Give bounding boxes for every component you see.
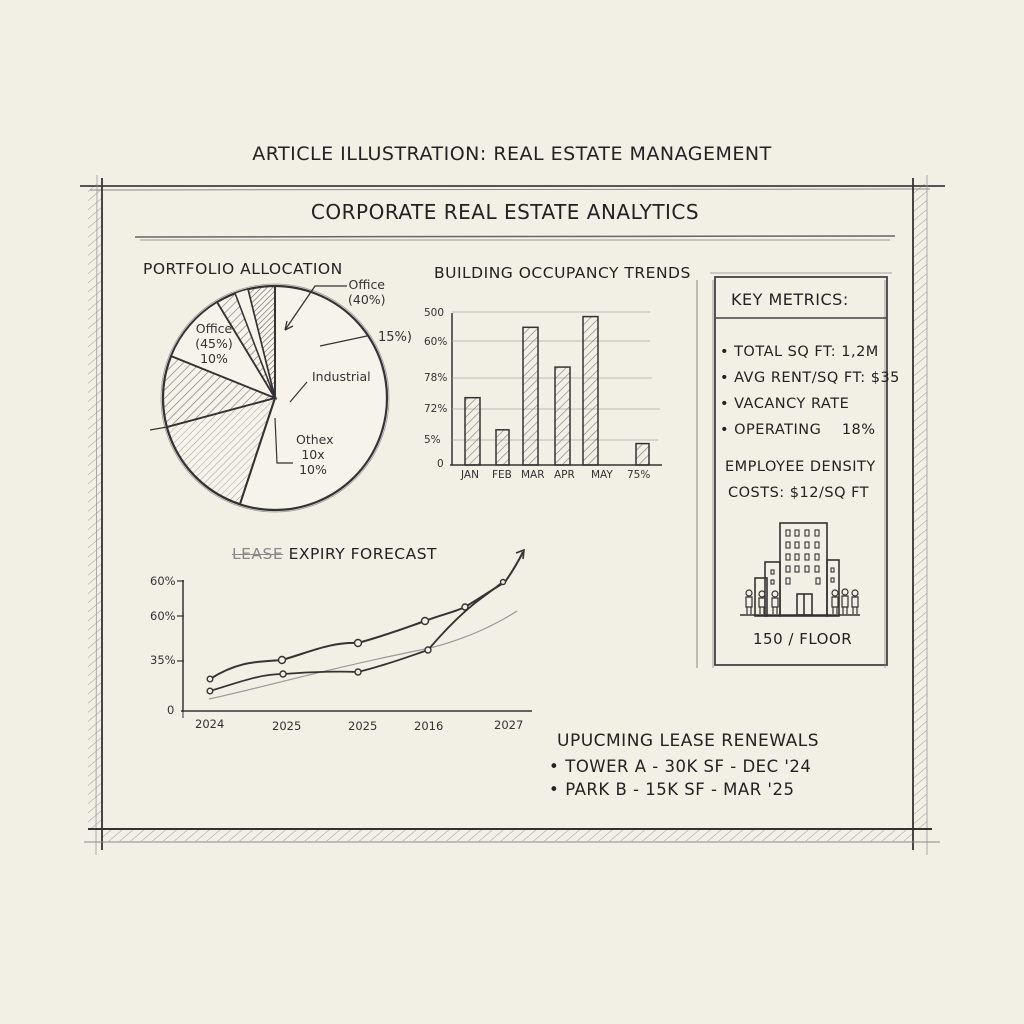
occupancy-bar	[496, 430, 509, 465]
article-title: ARTICLE ILLUSTRATION: REAL ESTATE MANAGEMENT	[252, 143, 772, 165]
pie-label-15pct: 15%)	[378, 330, 412, 345]
occupancy-y-tick: 60%	[424, 336, 448, 348]
occupancy-x-label: JAN	[461, 469, 479, 481]
occupancy-bar	[555, 367, 570, 465]
pie-label-industrial: Industrial	[312, 369, 371, 384]
occupancy-bar-chart	[450, 312, 662, 465]
occupancy-y-tick: 5%	[424, 434, 441, 446]
density-value: 150 / FLOOR	[753, 630, 853, 648]
occupancy-y-tick: 78%	[424, 372, 448, 384]
density-costs: COSTS: $12/SQ FT	[728, 485, 870, 501]
bullet-icon: •	[549, 757, 560, 776]
occupancy-x-label: APR	[554, 469, 575, 481]
line-y-tick: 0	[167, 703, 175, 717]
occupancy-x-label: MAY	[591, 469, 613, 481]
bullet-icon: •	[720, 344, 730, 360]
occupancy-x-label: MAR	[521, 469, 545, 481]
key-metric-item: • VACANCY RATE	[720, 396, 850, 412]
renewal-item: • TOWER A - 30K SF - DEC '24	[549, 757, 812, 776]
building-icon	[740, 523, 860, 616]
occupancy-y-tick: 0	[437, 458, 444, 470]
occupancy-bar	[636, 444, 649, 465]
occupancy-bar	[465, 398, 480, 465]
renewals-list	[549, 755, 811, 801]
pie-label-other: Othex 10x 10%	[296, 432, 334, 477]
occupancy-y-tick: 72%	[424, 403, 448, 415]
line-x-label: 2024	[195, 717, 225, 731]
line-y-tick: 60%	[150, 574, 176, 588]
occupancy-title: BUILDING OCCUPANCY TRENDS	[434, 264, 691, 282]
renewal-item: • PARK B - 15K SF - MAR '25	[549, 780, 795, 799]
occupancy-x-label: 75%	[627, 469, 651, 481]
key-metric-item: • AVG RENT/SQ FT: $35	[720, 370, 900, 386]
occupancy-bar	[583, 317, 598, 465]
key-metrics-title: KEY METRICS:	[731, 290, 849, 309]
line-x-label: 2025	[272, 719, 302, 733]
renewals-title: UPUCMING LEASE RENEWALS	[557, 731, 820, 751]
bullet-icon: •	[720, 422, 730, 438]
lease-expiry-title: LEASE EXPIRY FORECAST	[232, 545, 438, 563]
lease-expiry-line-chart	[177, 550, 532, 718]
occupancy-y-tick: 500	[424, 307, 445, 319]
dashboard-title: CORPORATE REAL ESTATE ANALYTICS	[310, 200, 700, 224]
line-y-tick: 35%	[150, 653, 176, 667]
bullet-icon: •	[549, 780, 560, 799]
line-x-label: 2025	[348, 719, 378, 733]
key-metrics-list	[720, 339, 900, 443]
occupancy-bar	[523, 327, 538, 465]
portfolio-pie-chart	[150, 284, 389, 512]
bullet-icon: •	[720, 370, 730, 386]
key-metric-item: • OPERATING 18%	[720, 422, 876, 438]
key-metric-item: • TOTAL SQ FT: 1,2M	[720, 344, 879, 360]
lease-expiry-title-struck: LEASE	[232, 545, 284, 563]
employee-density-title: EMPLOYEE DENSITY	[725, 459, 876, 475]
pie-label-office-top: Office (40%)	[348, 277, 386, 307]
line-y-tick: 60%	[150, 609, 176, 623]
line-x-label: 2027	[494, 718, 524, 732]
bullet-icon: •	[720, 396, 730, 412]
occupancy-x-label: FEB	[492, 469, 512, 481]
portfolio-title: PORTFOLIO ALLOCATION	[143, 260, 343, 278]
line-x-label: 2016	[414, 719, 444, 733]
pie-label-office-left: Office (45%) 10%	[195, 321, 233, 366]
